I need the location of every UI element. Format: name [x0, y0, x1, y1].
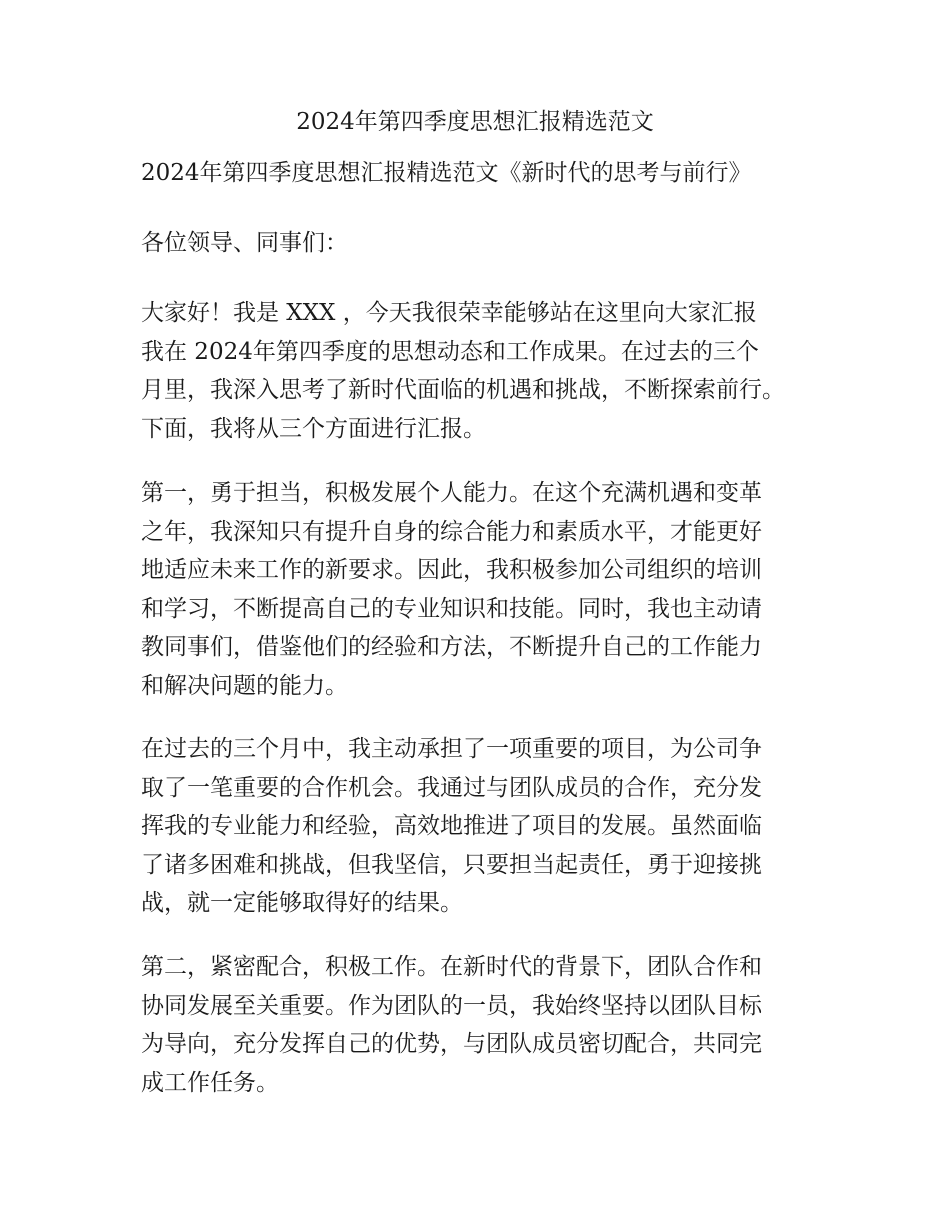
paragraph-line: 为导向，充分发挥自己的优势，与团队成员密切配合，共同完 — [141, 1031, 762, 1057]
paragraph-first-point — [141, 474, 762, 705]
paragraph-project — [141, 730, 762, 923]
paragraph-line: 第二，紧密配合，积极工作。在新时代的背景下，团队合作和 — [141, 954, 762, 980]
paragraph-line: 之年，我深知只有提升自身的综合能力和素质水平，才能更好 — [141, 518, 762, 545]
greeting-line: 各位领导、同事们： — [141, 230, 348, 256]
paragraph-line: 战，就一定能够取得好的结果。 — [141, 890, 463, 916]
document-title: 2024年第四季度思想汇报精选范文 — [296, 109, 654, 135]
paragraph-line: 成工作任务。 — [141, 1069, 279, 1096]
greeting — [141, 224, 348, 263]
paragraph-line: 取了一笔重要的合作机会。我通过与团队成员的合作，充分发 — [141, 774, 762, 801]
paragraph-line: 月里，我深入思考了新时代面临的机遇和挑战，不断探索前行。 — [141, 377, 785, 403]
paragraph-line: 协同发展至关重要。作为团队的一员，我始终坚持以团队目标 — [141, 992, 762, 1019]
paragraph-line: 地适应未来工作的新要求。因此，我积极参加公司组织的培训 — [141, 557, 762, 583]
paragraph-line: 大家好！我是 XXX ，今天我很荣幸能够站在这里向大家汇报 — [141, 300, 757, 326]
paragraph-line: 我在 2024年第四季度的思想动态和工作成果。在过去的三个 — [141, 338, 759, 365]
paragraph-second-point — [141, 948, 762, 1102]
paragraph-line: 教同事们，借鉴他们的经验和方法，不断提升自己的工作能力 — [141, 634, 762, 660]
paragraph-intro — [141, 294, 785, 448]
paragraph-line: 了诸多困难和挑战，但我坚信，只要担当起责任，勇于迎接挑 — [141, 851, 762, 878]
paragraph-line: 第一，勇于担当，积极发展个人能力。在这个充满机遇和变革 — [141, 480, 762, 506]
document-subtitle: 2024年第四季度思想汇报精选范文《新时代的思考与前行》 — [141, 160, 752, 186]
paragraph-line: 和解决问题的能力。 — [141, 672, 348, 699]
paragraph-line: 下面，我将从三个方面进行汇报。 — [141, 415, 486, 442]
paragraph-line: 在过去的三个月中，我主动承担了一项重要的项目，为公司争 — [141, 736, 762, 762]
paragraph-line: 和学习，不断提高自己的专业知识和技能。同时，我也主动请 — [141, 595, 762, 622]
paragraph-line: 挥我的专业能力和经验，高效地推进了项目的发展。虽然面临 — [141, 813, 762, 839]
